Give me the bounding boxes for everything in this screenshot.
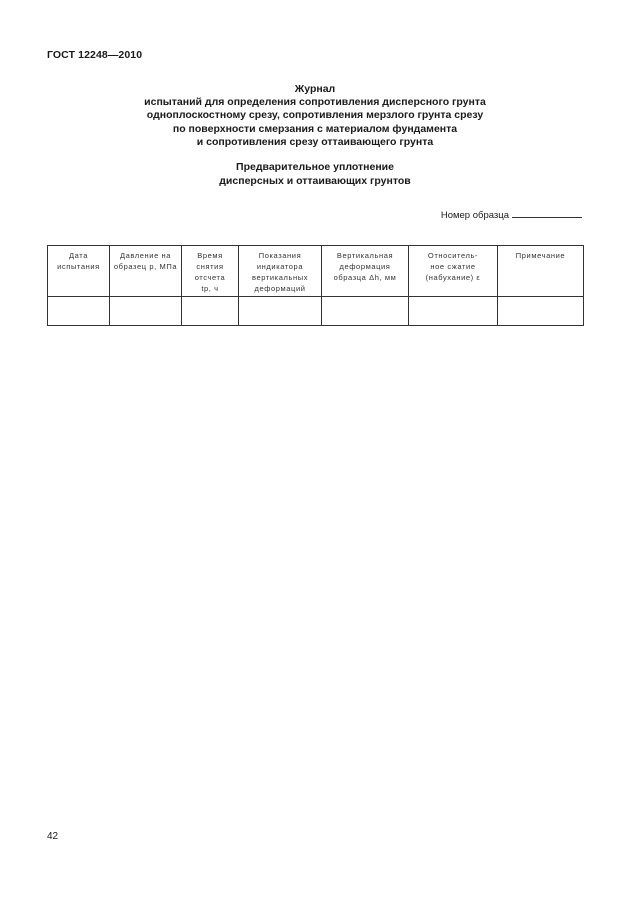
journal-title [100, 83, 530, 149]
sample-number-blank[interactable] [512, 209, 582, 218]
table-cell[interactable] [409, 297, 498, 326]
header-line: Время [197, 251, 223, 260]
table-cell[interactable] [182, 297, 239, 326]
table-cell[interactable] [110, 297, 182, 326]
column-header-reading-time [182, 246, 239, 297]
section-subtitle [100, 160, 530, 188]
header-line: образца Δh, мм [333, 273, 397, 282]
header-line: Примечание [515, 251, 566, 260]
header-line: индикатора [256, 262, 304, 271]
header-line: (набухание) ε [425, 273, 481, 282]
header-line: испытания [57, 262, 100, 271]
document-code: ГОСТ 12248—2010 [47, 49, 143, 61]
header-line: Показания [258, 251, 302, 260]
table-cell[interactable] [322, 297, 409, 326]
title-line: испытаний для определения сопротивления дисперсного грунта [144, 96, 486, 109]
header-line: вертикальных [251, 273, 309, 282]
header-line: Давление на [119, 251, 172, 260]
header-line: tр, ч [201, 284, 219, 293]
sample-number-label: Номер образца [440, 210, 509, 221]
header-line: отсчета [194, 273, 226, 282]
table-cell[interactable] [498, 297, 584, 326]
column-header-date [48, 246, 110, 297]
journal-table [47, 245, 584, 326]
header-line: Дата [68, 251, 88, 260]
header-line: деформация [339, 262, 391, 271]
column-header-vertical-deformation [322, 246, 409, 297]
header-line: Относитель- [427, 251, 479, 260]
column-header-relative-compression [409, 246, 498, 297]
sample-number-field [441, 209, 582, 221]
page-number: 42 [47, 831, 59, 842]
title-line: Журнал [294, 83, 336, 95]
table-cell[interactable] [48, 297, 110, 326]
table-row [48, 297, 584, 326]
table-cell[interactable] [239, 297, 322, 326]
title-line: по поверхности смерзания с материалом фундамента [172, 122, 458, 135]
header-line: ное сжатие [430, 262, 476, 271]
column-header-pressure [110, 246, 182, 297]
subtitle-line: Предварительное уплотнение [236, 161, 394, 173]
title-line: одноплоскостному срезу, сопротивления мерзлого грунта срезу [146, 109, 484, 122]
subtitle-line: дисперсных и оттаивающих грунтов [219, 175, 411, 187]
header-line: снятия [196, 262, 224, 271]
title-line: и сопротивления срезу оттаивающего грунта [196, 135, 434, 148]
column-header-indicator-readings [239, 246, 322, 297]
header-line: деформаций [254, 284, 306, 293]
header-line: образец p, МПа [113, 262, 178, 271]
column-header-note [498, 246, 584, 297]
table-header-row [48, 246, 584, 297]
header-line: Вертикальная [336, 251, 394, 260]
